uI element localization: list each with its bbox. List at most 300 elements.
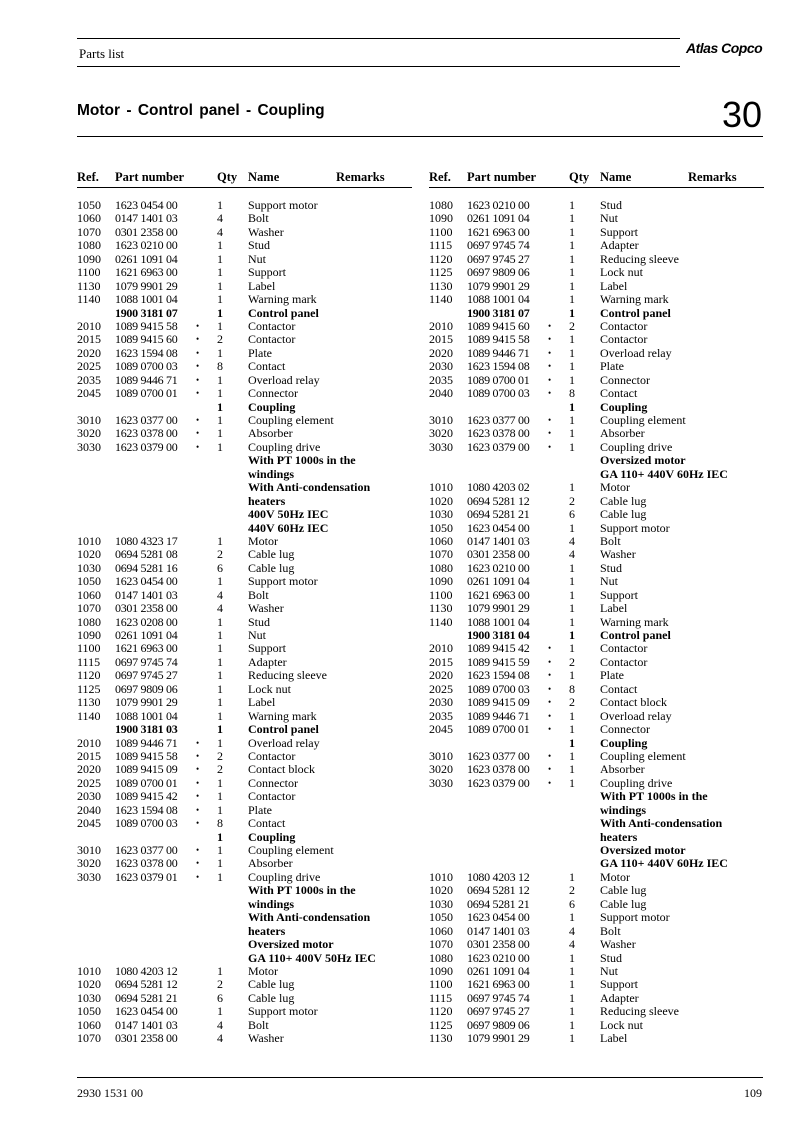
qty-cell: 1	[217, 829, 223, 844]
table-row	[429, 938, 764, 951]
name-cell: Warning mark	[248, 708, 317, 723]
table-row	[77, 696, 412, 709]
ref-cell: 1120	[429, 251, 453, 266]
name-cell: Nut	[248, 628, 266, 642]
ref-cell: 1090	[77, 251, 101, 266]
name-cell: heaters	[600, 829, 638, 844]
table-row	[429, 804, 764, 817]
part-number-cell: 0147 1401 03	[467, 533, 530, 548]
name-cell: Control panel	[248, 722, 319, 737]
ref-cell: 1125	[429, 1017, 453, 1032]
qty-cell: 4	[569, 923, 575, 938]
service-kit-dot-icon: •	[548, 777, 552, 788]
qty-cell: 1	[569, 977, 575, 992]
name-cell: Overload relay	[248, 735, 320, 750]
page-title: Motor - Control panel - Coupling	[77, 102, 325, 119]
table-row	[77, 642, 412, 655]
part-number-cell: 1089 9415 60	[115, 332, 178, 347]
table-row	[77, 454, 412, 467]
name-cell: Contact block	[600, 695, 667, 710]
ref-cell: 2020	[77, 345, 101, 360]
name-cell: Contact	[248, 816, 286, 831]
ref-cell: 3010	[77, 413, 101, 427]
name-cell: Reducing sleeve	[600, 1004, 679, 1019]
name-cell: Cable lug	[600, 507, 647, 522]
part-number-cell: 1089 9415 58	[115, 318, 178, 333]
ref-cell: 1010	[429, 869, 453, 884]
service-kit-dot-icon: •	[196, 737, 200, 748]
qty-cell: 1	[217, 399, 223, 414]
part-number-cell: 1079 9901 29	[467, 601, 530, 616]
qty-cell: 1	[217, 426, 223, 441]
table-row	[429, 226, 764, 239]
table-row	[77, 481, 412, 494]
ref-cell: 1100	[429, 224, 453, 239]
qty-cell: 1	[217, 869, 223, 884]
ref-cell: 1130	[429, 1031, 453, 1046]
qty-cell: 1	[569, 332, 575, 347]
table-row	[77, 226, 412, 239]
table-row	[429, 831, 764, 844]
name-cell: Support	[600, 587, 639, 602]
qty-cell: 1	[217, 278, 223, 293]
part-number-cell: 1621 6963 00	[467, 224, 530, 239]
service-kit-dot-icon: •	[548, 361, 552, 372]
title-rule	[77, 136, 763, 137]
table-row	[77, 616, 412, 629]
name-cell: Adapter	[600, 238, 639, 253]
qty-cell: 1	[569, 399, 575, 414]
ref-cell: 1020	[429, 883, 453, 898]
part-number-cell: 1623 0379 00	[467, 439, 530, 454]
name-cell: Stud	[248, 614, 271, 629]
name-cell: Lock nut	[600, 1017, 643, 1032]
part-number-cell: 0301 2358 00	[115, 1031, 178, 1046]
qty-cell: 1	[217, 789, 223, 804]
ref-cell: 1090	[429, 963, 453, 978]
part-number-cell: 1079 9901 29	[467, 1031, 530, 1046]
service-kit-dot-icon: •	[548, 670, 552, 681]
ref-cell: 2030	[429, 359, 453, 374]
part-number-cell: 0147 1401 03	[115, 587, 178, 602]
ref-cell: 1010	[77, 533, 101, 548]
part-number-cell: 1623 0378 00	[467, 426, 530, 441]
part-number-cell: 1623 0210 00	[467, 198, 530, 212]
ref-cell: 1020	[429, 493, 453, 508]
part-number-cell: 0697 9809 06	[467, 1017, 530, 1032]
part-number-cell: 1088 1001 04	[467, 614, 530, 629]
ref-cell: 2020	[429, 345, 453, 360]
name-cell: Lock nut	[600, 265, 643, 280]
table-row	[429, 1005, 764, 1018]
table-row	[77, 925, 412, 938]
part-number-cell: 1089 0700 01	[115, 775, 178, 790]
ref-cell: 2020	[429, 668, 453, 683]
service-kit-dot-icon: •	[548, 415, 552, 425]
table-header	[77, 170, 412, 188]
part-number-cell: 0147 1401 03	[467, 923, 530, 938]
name-cell: Nut	[248, 251, 266, 266]
name-cell: Support motor	[248, 574, 318, 589]
part-number-cell: 0261 1091 04	[467, 211, 530, 226]
table-row	[77, 884, 412, 897]
part-number-cell: 1089 9415 58	[115, 748, 178, 763]
part-number-cell: 0694 5281 21	[467, 507, 530, 522]
part-number-cell: 1621 6963 00	[467, 977, 530, 992]
name-cell: Contact	[600, 386, 638, 401]
qty-cell: 4	[569, 937, 575, 952]
part-number-cell: 0697 9745 74	[467, 238, 530, 253]
table-row	[77, 938, 412, 951]
table-row	[77, 683, 412, 696]
section-number: 30	[721, 94, 762, 135]
part-number-cell: 1623 1594 08	[115, 345, 178, 360]
qty-cell: 1	[217, 963, 223, 978]
part-number-cell: 0301 2358 00	[467, 937, 530, 952]
table-row	[77, 669, 412, 682]
ref-cell: 3030	[429, 775, 453, 790]
ref-cell: 1090	[429, 211, 453, 226]
qty-cell: 6	[569, 896, 575, 911]
qty-cell: 4	[217, 211, 223, 226]
ref-cell: 1100	[77, 641, 101, 656]
part-number-cell: 1079 9901 29	[115, 695, 178, 710]
part-number-cell: 0147 1401 03	[115, 1017, 178, 1032]
table-row	[429, 562, 764, 575]
table-row	[429, 844, 764, 857]
service-kit-dot-icon: •	[196, 415, 200, 425]
name-cell: GA 110+ 440V 60Hz IEC	[600, 856, 728, 871]
header-qty: Qty	[569, 170, 590, 184]
table-row	[429, 871, 764, 884]
ref-cell: 1115	[429, 990, 453, 1005]
name-cell: Cable lug	[600, 493, 647, 508]
name-cell: Coupling element	[248, 413, 334, 427]
table-row	[77, 333, 412, 346]
name-cell: Warning mark	[600, 292, 669, 307]
table-row	[77, 548, 412, 561]
table-row	[429, 696, 764, 709]
part-number-cell: 0261 1091 04	[467, 963, 530, 978]
ref-cell: 2010	[429, 641, 453, 656]
qty-cell: 1	[569, 574, 575, 589]
ref-cell: 1090	[77, 628, 101, 642]
table-row	[77, 831, 412, 844]
qty-cell: 1	[217, 654, 223, 669]
ref-cell: 3020	[429, 762, 453, 777]
name-cell: Contactor	[248, 318, 296, 333]
part-number-cell: 0261 1091 04	[115, 251, 178, 266]
qty-cell: 1	[217, 1004, 223, 1019]
service-kit-dot-icon: •	[196, 871, 200, 882]
part-number-cell: 1621 6963 00	[115, 265, 178, 280]
brand-logo: Atlas Copco	[686, 40, 763, 56]
header-top-rule	[77, 38, 680, 39]
table-row	[429, 616, 764, 629]
name-cell: heaters	[248, 923, 286, 938]
name-cell: Coupling	[600, 399, 648, 414]
qty-cell: 1	[217, 708, 223, 723]
name-cell: Cable lug	[248, 977, 295, 992]
table-row	[77, 427, 412, 440]
name-cell: Support	[600, 224, 639, 239]
service-kit-dot-icon: •	[196, 334, 200, 345]
qty-cell: 1	[569, 372, 575, 387]
qty-cell: 2	[569, 654, 575, 669]
service-kit-dot-icon: •	[548, 697, 552, 708]
service-kit-dot-icon: •	[196, 320, 200, 331]
qty-cell: 1	[569, 292, 575, 307]
service-kit-dot-icon: •	[548, 334, 552, 345]
qty-cell: 4	[217, 601, 223, 616]
part-number-cell: 1623 0454 00	[467, 910, 530, 925]
part-number-cell: 0694 5281 12	[467, 493, 530, 508]
part-number-cell: 0301 2358 00	[115, 224, 178, 239]
ref-cell: 2020	[77, 762, 101, 777]
service-kit-dot-icon: •	[548, 374, 552, 385]
qty-cell: 1	[569, 775, 575, 790]
ref-cell: 1050	[429, 910, 453, 925]
name-cell: Bolt	[600, 923, 621, 938]
ref-cell: 1090	[429, 574, 453, 589]
table-row	[77, 441, 412, 454]
ref-cell: 1080	[77, 238, 101, 253]
name-cell: With PT 1000s in the	[600, 789, 708, 804]
name-cell: With Anti-condensation	[600, 816, 723, 831]
ref-cell: 2010	[77, 735, 101, 750]
service-kit-dot-icon: •	[548, 388, 552, 399]
service-kit-dot-icon: •	[548, 428, 552, 439]
table-row	[429, 427, 764, 440]
name-cell: Support motor	[600, 910, 670, 925]
name-cell: Contact	[248, 359, 286, 374]
ref-cell: 1020	[77, 547, 101, 562]
part-number-cell: 1623 0454 00	[467, 520, 530, 535]
table-row	[77, 589, 412, 602]
part-number-cell: 0694 5281 21	[467, 896, 530, 911]
qty-cell: 1	[569, 587, 575, 602]
part-number-cell: 1089 0700 03	[467, 386, 530, 401]
table-row	[429, 481, 764, 494]
name-cell: GA 110+ 440V 60Hz IEC	[600, 466, 728, 481]
qty-cell: 1	[569, 963, 575, 978]
name-cell: Lock nut	[248, 681, 291, 696]
part-number-cell: 0697 9809 06	[115, 681, 178, 696]
table-row	[77, 199, 412, 212]
table-row	[429, 629, 764, 642]
name-cell: Washer	[248, 224, 284, 239]
table-row	[429, 898, 764, 911]
qty-cell: 1	[569, 950, 575, 965]
part-number-cell: 1089 0700 03	[115, 359, 178, 374]
table-row	[77, 952, 412, 965]
ref-cell: 2035	[429, 708, 453, 723]
table-row	[77, 790, 412, 803]
qty-cell: 1	[217, 372, 223, 387]
qty-cell: 1	[569, 413, 575, 427]
qty-cell: 1	[569, 439, 575, 454]
part-number-cell: 1623 0210 00	[467, 950, 530, 965]
name-cell: Motor	[248, 533, 278, 548]
ref-cell: 1120	[77, 668, 101, 683]
service-kit-dot-icon: •	[196, 764, 200, 775]
name-cell: Cable lug	[248, 560, 295, 575]
qty-cell: 4	[217, 1017, 223, 1032]
table-row	[77, 898, 412, 911]
table-row	[429, 884, 764, 897]
part-number-cell: 1089 9446 71	[467, 345, 530, 360]
name-cell: GA 110+ 400V 50Hz IEC	[248, 950, 376, 965]
table-row	[429, 239, 764, 252]
qty-cell: 1	[569, 278, 575, 293]
name-cell: Label	[600, 1031, 628, 1046]
service-kit-dot-icon: •	[196, 791, 200, 802]
qty-cell: 1	[569, 426, 575, 441]
qty-cell: 1	[569, 628, 575, 642]
qty-cell: 1	[217, 198, 223, 212]
ref-cell: 1060	[77, 587, 101, 602]
table-row	[429, 1019, 764, 1032]
section-label: Parts list	[79, 46, 125, 61]
table-row	[77, 320, 412, 333]
name-cell: Control panel	[600, 628, 671, 642]
name-cell: Reducing sleeve	[248, 668, 327, 683]
service-kit-dot-icon: •	[548, 724, 552, 735]
header-bottom-rule	[77, 66, 680, 67]
table-row	[429, 414, 764, 427]
ref-cell: 1130	[429, 278, 453, 293]
service-kit-dot-icon: •	[196, 845, 200, 855]
name-cell: Contactor	[600, 641, 648, 656]
table-row	[77, 844, 412, 857]
qty-cell: 6	[217, 990, 223, 1005]
name-cell: Washer	[600, 937, 636, 952]
name-cell: Support motor	[600, 520, 670, 535]
ref-cell: 1010	[77, 963, 101, 978]
service-kit-dot-icon: •	[196, 750, 200, 761]
part-number-cell: 1089 9415 09	[115, 762, 178, 777]
header-remarks: Remarks	[688, 170, 737, 184]
qty-cell: 1	[569, 224, 575, 239]
name-cell: With PT 1000s in the	[248, 883, 356, 898]
name-cell: Plate	[248, 802, 272, 817]
document-number: 2930 1531 00	[77, 1086, 143, 1100]
name-cell: With Anti-condensation	[248, 480, 371, 495]
ref-cell: 1030	[77, 560, 101, 575]
ref-cell: 1070	[429, 547, 453, 562]
qty-cell: 2	[217, 547, 223, 562]
service-kit-dot-icon: •	[196, 374, 200, 385]
ref-cell: 1140	[77, 708, 101, 723]
name-cell: Coupling	[248, 399, 296, 414]
part-number-cell: 1900 3181 04	[467, 628, 530, 642]
name-cell: With Anti-condensation	[248, 910, 371, 925]
ref-cell: 3020	[77, 426, 101, 441]
ref-cell: 2015	[429, 654, 453, 669]
name-cell: Nut	[600, 211, 618, 226]
qty-cell: 1	[569, 520, 575, 535]
qty-cell: 1	[569, 722, 575, 737]
name-cell: Nut	[600, 963, 618, 978]
name-cell: Bolt	[248, 1017, 269, 1032]
ref-cell: 2010	[429, 318, 453, 333]
table-row	[429, 925, 764, 938]
ref-cell: 1070	[77, 601, 101, 616]
ref-cell: 1060	[429, 533, 453, 548]
part-number-cell: 1623 0377 00	[115, 413, 178, 427]
qty-cell: 1	[217, 695, 223, 710]
table-row	[77, 871, 412, 884]
name-cell: Label	[248, 278, 276, 293]
ref-cell: 1020	[77, 977, 101, 992]
table-row	[429, 857, 764, 870]
qty-cell: 1	[569, 359, 575, 374]
ref-cell: 1060	[429, 923, 453, 938]
name-cell: 440V 60Hz IEC	[248, 520, 329, 535]
ref-cell: 1050	[429, 520, 453, 535]
table-row	[77, 737, 412, 750]
ref-cell: 2025	[77, 359, 101, 374]
table-row	[77, 401, 412, 414]
part-number-cell: 1088 1001 04	[467, 292, 530, 307]
header-ref: Ref.	[429, 170, 451, 184]
part-number-cell: 0697 9745 27	[467, 251, 530, 266]
name-cell: Control panel	[600, 305, 671, 320]
service-kit-dot-icon: •	[196, 777, 200, 788]
name-cell: With PT 1000s in the	[248, 453, 356, 468]
name-cell: Motor	[600, 869, 630, 884]
qty-cell: 2	[569, 695, 575, 710]
table-row	[77, 857, 412, 870]
name-cell: Absorber	[600, 762, 645, 777]
ref-cell: 3030	[429, 439, 453, 454]
part-number-cell: 1623 0377 00	[115, 843, 178, 857]
table-row	[429, 253, 764, 266]
qty-cell: 1	[569, 708, 575, 723]
table-row	[429, 952, 764, 965]
name-cell: Cable lug	[600, 883, 647, 898]
qty-cell: 1	[217, 318, 223, 333]
name-cell: heaters	[248, 493, 286, 508]
qty-cell: 1	[217, 681, 223, 696]
header-name: Name	[248, 170, 280, 184]
part-number-cell: 0261 1091 04	[115, 628, 178, 642]
qty-cell: 2	[569, 493, 575, 508]
part-number-cell: 1623 0379 00	[467, 775, 530, 790]
ref-cell: 1100	[77, 265, 101, 280]
name-cell: windings	[600, 802, 647, 817]
ref-cell: 2045	[77, 386, 101, 401]
ref-cell: 1120	[429, 1004, 453, 1019]
name-cell: Contact block	[248, 762, 315, 777]
table-row	[429, 548, 764, 561]
table-body	[77, 199, 412, 1046]
part-number-cell: 1623 0378 00	[115, 856, 178, 871]
name-cell: Oversized motor	[248, 937, 334, 952]
table-row	[77, 293, 412, 306]
ref-cell: 3030	[77, 439, 101, 454]
qty-cell: 1	[217, 386, 223, 401]
table-row	[429, 333, 764, 346]
ref-cell: 1140	[429, 614, 453, 629]
part-number-cell: 1088 1001 04	[115, 708, 178, 723]
qty-cell: 2	[217, 332, 223, 347]
name-cell: Motor	[600, 480, 630, 495]
name-cell: Connector	[600, 372, 650, 387]
ref-cell: 1080	[429, 560, 453, 575]
name-cell: Control panel	[248, 305, 319, 320]
table-row	[429, 199, 764, 212]
